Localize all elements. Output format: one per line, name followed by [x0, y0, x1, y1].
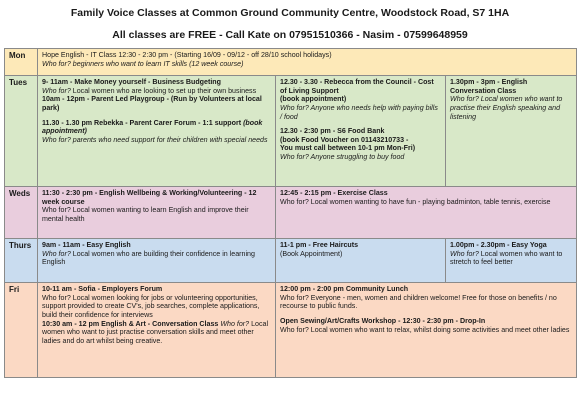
class-audience: Who for? Local women who want to stretch to feel better	[450, 249, 563, 267]
class-title: 12:00 pm - 2:00 pm Community Lunch	[280, 285, 409, 293]
class-title: 12.30 - 2:30 pm - S6 Food Bank	[280, 127, 385, 136]
day-label-tuesday: Tues	[5, 76, 38, 187]
class-audience: Who for? Local women wanting to have fun - playing badminton, table tennis, exercise	[280, 197, 551, 206]
day-label-monday: Mon	[5, 49, 38, 76]
cell-thursday-english	[38, 239, 276, 283]
class-audience: Who for? Local women wanting to learn English and improve their mental health	[42, 206, 249, 223]
class-audience: Who for? Local women who want to practise their English speaking and listening	[450, 95, 563, 121]
day-label-friday: Fri	[5, 283, 38, 378]
class-title: 12:45 - 2:15 pm - Exercise Class	[280, 189, 388, 197]
class-title: Open Sewing/Art/Crafts Workshop - 12:30 - 2:30 pm - Drop-In	[280, 316, 486, 325]
cell-friday-afternoon	[276, 283, 577, 378]
class-audience: Who for? Everyone - men, women and children welcome! Free for those on benefits / no recourse to public funds.	[280, 293, 557, 311]
class-title: 11.30 - 1.30 pm Rebekka - Parent Carer Forum - 1:1 support (book appointment)	[42, 118, 263, 136]
class-audience: Who for? parents who need support for their children with special needs	[42, 135, 268, 144]
cell-tuesday-midday	[276, 76, 446, 187]
class-title: 10:30 am - 12 pm English & Art - Conversation Class Who for? Local women who want to just practise conversation skills and meet other ladies and do art whilst being creative.	[42, 319, 269, 345]
contact-banner: All classes are FREE - Call Kate on 07951510366 - Nasim - 07599648959	[112, 29, 468, 41]
timetable	[4, 48, 577, 378]
cell-monday-it-class	[38, 49, 577, 76]
class-audience: Who for? Local women who are building their confidence in learning English	[42, 249, 255, 267]
cell-thursday-yoga	[446, 239, 577, 283]
row-thursday	[5, 239, 577, 283]
booking-note: You must call between 10-1 pm Mon-Fri)	[280, 144, 416, 153]
class-title: 11-1 pm - Free Haircuts	[280, 241, 359, 249]
class-audience: Who for? Local women who are looking to set up their own business	[42, 86, 257, 95]
class-title: 12.30 - 3.30 - Rebecca from the Council - Cost of Living Support	[280, 78, 434, 95]
cell-tuesday-morning	[38, 76, 276, 187]
cell-friday-morning	[38, 283, 276, 378]
cell-tuesday-afternoon	[446, 76, 577, 187]
class-title: 11:30 - 2:30 pm - English Wellbeing & Working/Volunteering - 12 week course	[42, 189, 257, 206]
cell-thursday-haircuts	[276, 239, 446, 283]
class-title: 10am - 12pm - Parent Led Playgroup - (Run by Volunteers at local park)	[42, 95, 262, 112]
row-wednesday	[5, 187, 577, 239]
class-audience: Who for? beginners who want to learn IT skills (12 week course)	[42, 59, 244, 68]
cell-wednesday-english	[38, 187, 276, 239]
class-audience: Who for? Anyone struggling to buy food	[280, 153, 405, 162]
class-title: 10-11 am - Sofia - Employers Forum	[42, 285, 163, 293]
row-monday	[5, 49, 577, 76]
day-label-wednesday: Weds	[5, 187, 38, 239]
day-label-thursday: Thurs	[5, 239, 38, 283]
booking-note: (Book Appointment)	[280, 249, 343, 258]
booking-note: (book Food Voucher on 01143210733 -	[280, 135, 409, 144]
class-audience: Who for? Local women looking for jobs or volunteering opportunities, support provided to create CV's, job searches, complete applications, build their confidence for interviews	[42, 293, 260, 319]
booking-note: (book appointment)	[280, 95, 347, 104]
class-title: 9- 11am - Make Money yourself - Business Budgeting	[42, 78, 221, 86]
class-title: 9am - 11am - Easy English	[42, 241, 131, 249]
cell-wednesday-exercise	[276, 187, 577, 239]
class-title: 1.00pm - 2.30pm - Easy Yoga	[450, 241, 547, 249]
row-tuesday	[5, 76, 577, 187]
class-audience: Who for? Local women who want to relax, whilst doing some activities and meet other ladies	[280, 325, 570, 334]
class-audience: Who for? Anyone who needs help with paying bills / food	[280, 103, 438, 121]
class-title: Hope English - IT Class 12:30 - 2:30 pm - (Starting 16/09 - 09/12 - off 28/10 school holidays)	[42, 51, 332, 59]
class-title: 1.30pm - 3pm - English Conversation Class	[450, 78, 528, 95]
page-title: Family Voice Classes at Common Ground Community Centre, Woodstock Road, S7 1HA	[70, 7, 510, 19]
row-friday	[5, 283, 577, 378]
